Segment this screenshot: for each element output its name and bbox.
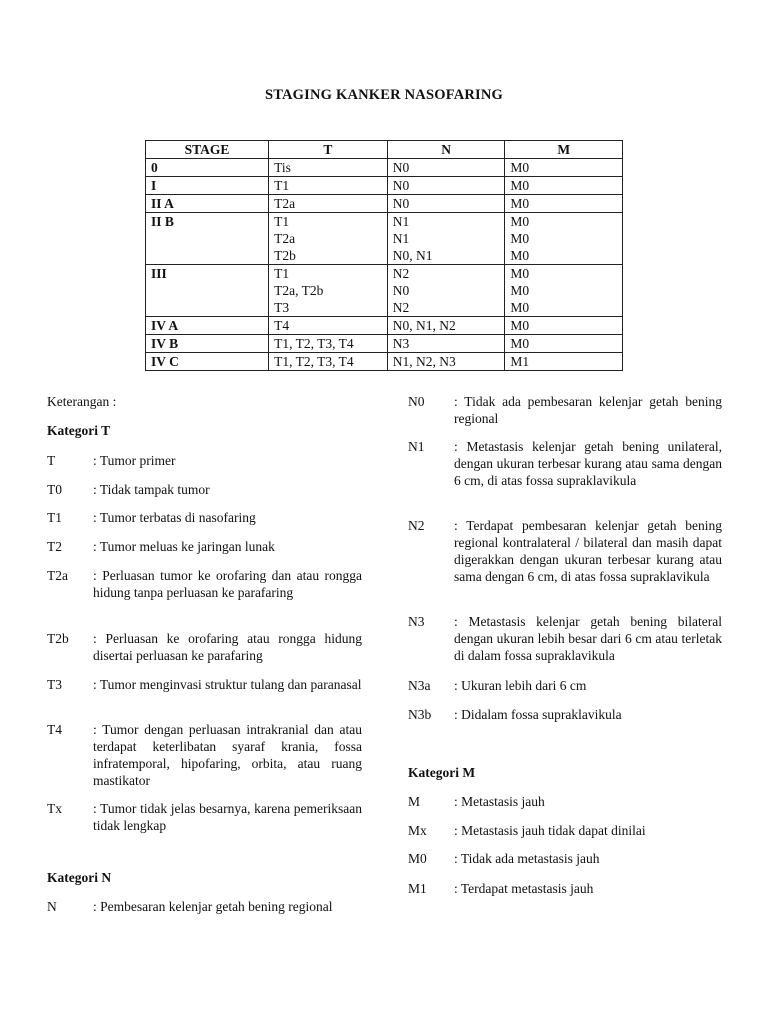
def-item <box>408 517 722 585</box>
def-desc: : Tidak tampak tumor <box>93 482 210 497</box>
def-item <box>47 676 362 693</box>
cell-t <box>269 317 388 335</box>
cell-n <box>387 353 505 371</box>
cell-stage: IV C <box>146 353 269 371</box>
cell-value: M0 <box>510 178 530 193</box>
def-desc: : Tumor dengan perluasan intrakranial dan atau terdapat keterlibatan syaraf krania, fossa infratemporal, hipofaring, orbita, atau ruang mastikator <box>93 722 362 788</box>
cell-value: N3 <box>392 336 410 351</box>
def-term: N1 <box>408 439 425 454</box>
cell-t <box>269 335 388 353</box>
cell-value: T1, T2, T3, T4 <box>274 354 354 369</box>
def-term: M0 <box>408 851 427 866</box>
def-desc: : Didalam fossa supraklavikula <box>454 707 622 722</box>
cell-m <box>505 335 623 353</box>
cell-value: M0 <box>510 336 530 351</box>
cell-value: M0 <box>510 283 530 298</box>
def-item <box>47 721 362 789</box>
def-term: Tx <box>47 801 62 816</box>
def-term: M1 <box>408 881 427 896</box>
cell-value: M0 <box>510 196 530 211</box>
cell-value: M0 <box>510 318 530 333</box>
cell-t <box>269 195 388 213</box>
def-desc: : Metastasis kelenjar getah bening bilateral dengan ukuran lebih besar dari 6 cm atau terletak di dalam fossa supraklavikula <box>454 614 722 663</box>
kategori-m-heading: Kategori M <box>408 765 476 780</box>
cell-value: N0 <box>392 160 410 175</box>
def-item <box>408 677 722 694</box>
def-term: N <box>47 899 57 914</box>
table-row <box>146 335 623 353</box>
cell-n <box>387 195 505 213</box>
def-item <box>408 822 722 839</box>
cell-n <box>387 213 505 265</box>
cell-t <box>269 265 388 317</box>
table-row <box>146 177 623 195</box>
cell-value: T1 <box>274 266 290 281</box>
def-desc: : Metastasis jauh tidak dapat dinilai <box>454 823 646 838</box>
def-item <box>408 880 722 897</box>
def-item <box>408 793 722 810</box>
cell-stage: III <box>146 265 269 317</box>
cell-value: N1 <box>392 231 410 246</box>
def-term: N3 <box>408 614 425 629</box>
def-item <box>47 481 362 498</box>
cell-m <box>505 195 623 213</box>
cell-value: N2 <box>392 266 410 281</box>
def-desc: : Terdapat pembesaran kelenjar getah bening regional kontralateral / bilateral dan masih dapat digerakkan dengan ukuran terbesar kurang atau sama dengan 6 cm, di atas fossa supraklavikula <box>454 518 722 584</box>
cell-t <box>269 213 388 265</box>
cell-value: M0 <box>510 160 530 175</box>
staging-table <box>145 140 623 371</box>
def-desc: : Tidak ada metastasis jauh <box>454 851 600 866</box>
def-desc: : Tumor menginvasi struktur tulang dan paranasal <box>93 677 362 692</box>
def-desc: : Tumor tidak jelas besarnya, karena pemeriksaan tidak lengkap <box>93 801 362 833</box>
cell-n <box>387 317 505 335</box>
cell-value: N0 <box>392 196 410 211</box>
cell-value: T1, T2, T3, T4 <box>274 336 354 351</box>
cell-value: T1 <box>274 178 290 193</box>
cell-value: T2b <box>274 248 296 263</box>
header-t: T <box>269 141 388 159</box>
def-term: T2a <box>47 568 68 583</box>
def-desc: : Metastasis jauh <box>454 794 545 809</box>
cell-value: N1 <box>392 214 410 229</box>
def-item <box>47 567 362 601</box>
table-row <box>146 195 623 213</box>
kategori-n-heading: Kategori N <box>47 870 112 885</box>
table-row <box>146 317 623 335</box>
def-term: Mx <box>408 823 427 838</box>
table-row <box>146 213 623 265</box>
cell-stage: I <box>146 177 269 195</box>
def-term: N0 <box>408 394 425 409</box>
def-desc: : Tidak ada pembesaran kelenjar getah bening regional <box>454 394 722 426</box>
cell-value: N0 <box>392 178 410 193</box>
def-desc: : Tumor terbatas di nasofaring <box>93 510 256 525</box>
cell-value: Tis <box>274 160 291 175</box>
def-term: M <box>408 794 421 809</box>
def-term: T <box>47 453 56 468</box>
header-stage: STAGE <box>146 141 269 159</box>
cell-value: N0, N1 <box>392 248 433 263</box>
def-item <box>408 393 722 427</box>
cell-value: N0 <box>392 283 410 298</box>
def-term: T1 <box>47 510 62 525</box>
cell-stage: IV A <box>146 317 269 335</box>
table-row <box>146 159 623 177</box>
def-term: N2 <box>408 518 425 533</box>
cell-stage: 0 <box>146 159 269 177</box>
cell-m <box>505 159 623 177</box>
def-term: N3a <box>408 678 431 693</box>
cell-value: N0, N1, N2 <box>392 318 456 333</box>
table-row <box>146 353 623 371</box>
def-term: T3 <box>47 677 62 692</box>
def-term: T2 <box>47 539 62 554</box>
table-header-row <box>146 141 623 159</box>
cell-t <box>269 353 388 371</box>
def-desc: : Tumor primer <box>93 453 176 468</box>
def-term: T0 <box>47 482 62 497</box>
def-term: T4 <box>47 722 62 737</box>
def-item <box>47 630 362 664</box>
table-body <box>146 159 623 371</box>
cell-n <box>387 265 505 317</box>
page-title: STAGING KANKER NASOFARING <box>264 87 504 103</box>
def-desc: : Ukuran lebih dari 6 cm <box>454 678 587 693</box>
cell-value: T1 <box>274 214 290 229</box>
def-desc: : Perluasan ke orofaring atau rongga hidung disertai perluasan ke parafaring <box>93 631 362 663</box>
cell-stage: II B <box>146 213 269 265</box>
def-term: T2b <box>47 631 69 646</box>
keterangan-label: Keterangan : <box>47 394 117 409</box>
cell-m <box>505 213 623 265</box>
cell-t <box>269 177 388 195</box>
cell-value: N2 <box>392 300 410 315</box>
def-item <box>47 898 362 915</box>
def-item <box>408 706 722 723</box>
header-m: M <box>505 141 623 159</box>
def-desc: : Terdapat metastasis jauh <box>454 881 594 896</box>
cell-n <box>387 335 505 353</box>
def-desc: : Tumor meluas ke jaringan lunak <box>93 539 275 554</box>
def-item <box>408 438 722 489</box>
def-desc: : Perluasan tumor ke orofaring dan atau rongga hidung tanpa perluasan ke parafaring <box>93 568 362 600</box>
def-item <box>47 538 362 555</box>
cell-value: T2a <box>274 231 296 246</box>
cell-m <box>505 317 623 335</box>
cell-value: T2a, T2b <box>274 283 324 298</box>
cell-value: M0 <box>510 248 530 263</box>
cell-n <box>387 177 505 195</box>
def-term: N3b <box>408 707 432 722</box>
cell-t <box>269 159 388 177</box>
def-item <box>47 800 362 834</box>
def-item <box>47 509 362 526</box>
cell-value: T4 <box>274 318 290 333</box>
cell-m <box>505 177 623 195</box>
def-desc: : Pembesaran kelenjar getah bening regional <box>93 899 333 914</box>
table-row <box>146 265 623 317</box>
cell-n <box>387 159 505 177</box>
cell-value: M0 <box>510 231 530 246</box>
def-item <box>47 452 362 469</box>
cell-m <box>505 353 623 371</box>
cell-value: N1, N2, N3 <box>392 354 456 369</box>
def-item <box>408 613 722 664</box>
cell-value: T3 <box>274 300 290 315</box>
header-n: N <box>387 141 505 159</box>
cell-m <box>505 265 623 317</box>
def-desc: : Metastasis kelenjar getah bening unilateral, dengan ukuran terbesar kurang atau sama dengan 6 cm, di atas fossa supraklavikula <box>454 439 722 488</box>
cell-value: M1 <box>510 354 530 369</box>
kategori-t-heading: Kategori T <box>47 423 111 438</box>
cell-stage: IV B <box>146 335 269 353</box>
cell-value: M0 <box>510 266 530 281</box>
cell-stage: II A <box>146 195 269 213</box>
cell-value: M0 <box>510 214 530 229</box>
def-item <box>408 850 722 867</box>
cell-value: M0 <box>510 300 530 315</box>
cell-value: T2a <box>274 196 296 211</box>
